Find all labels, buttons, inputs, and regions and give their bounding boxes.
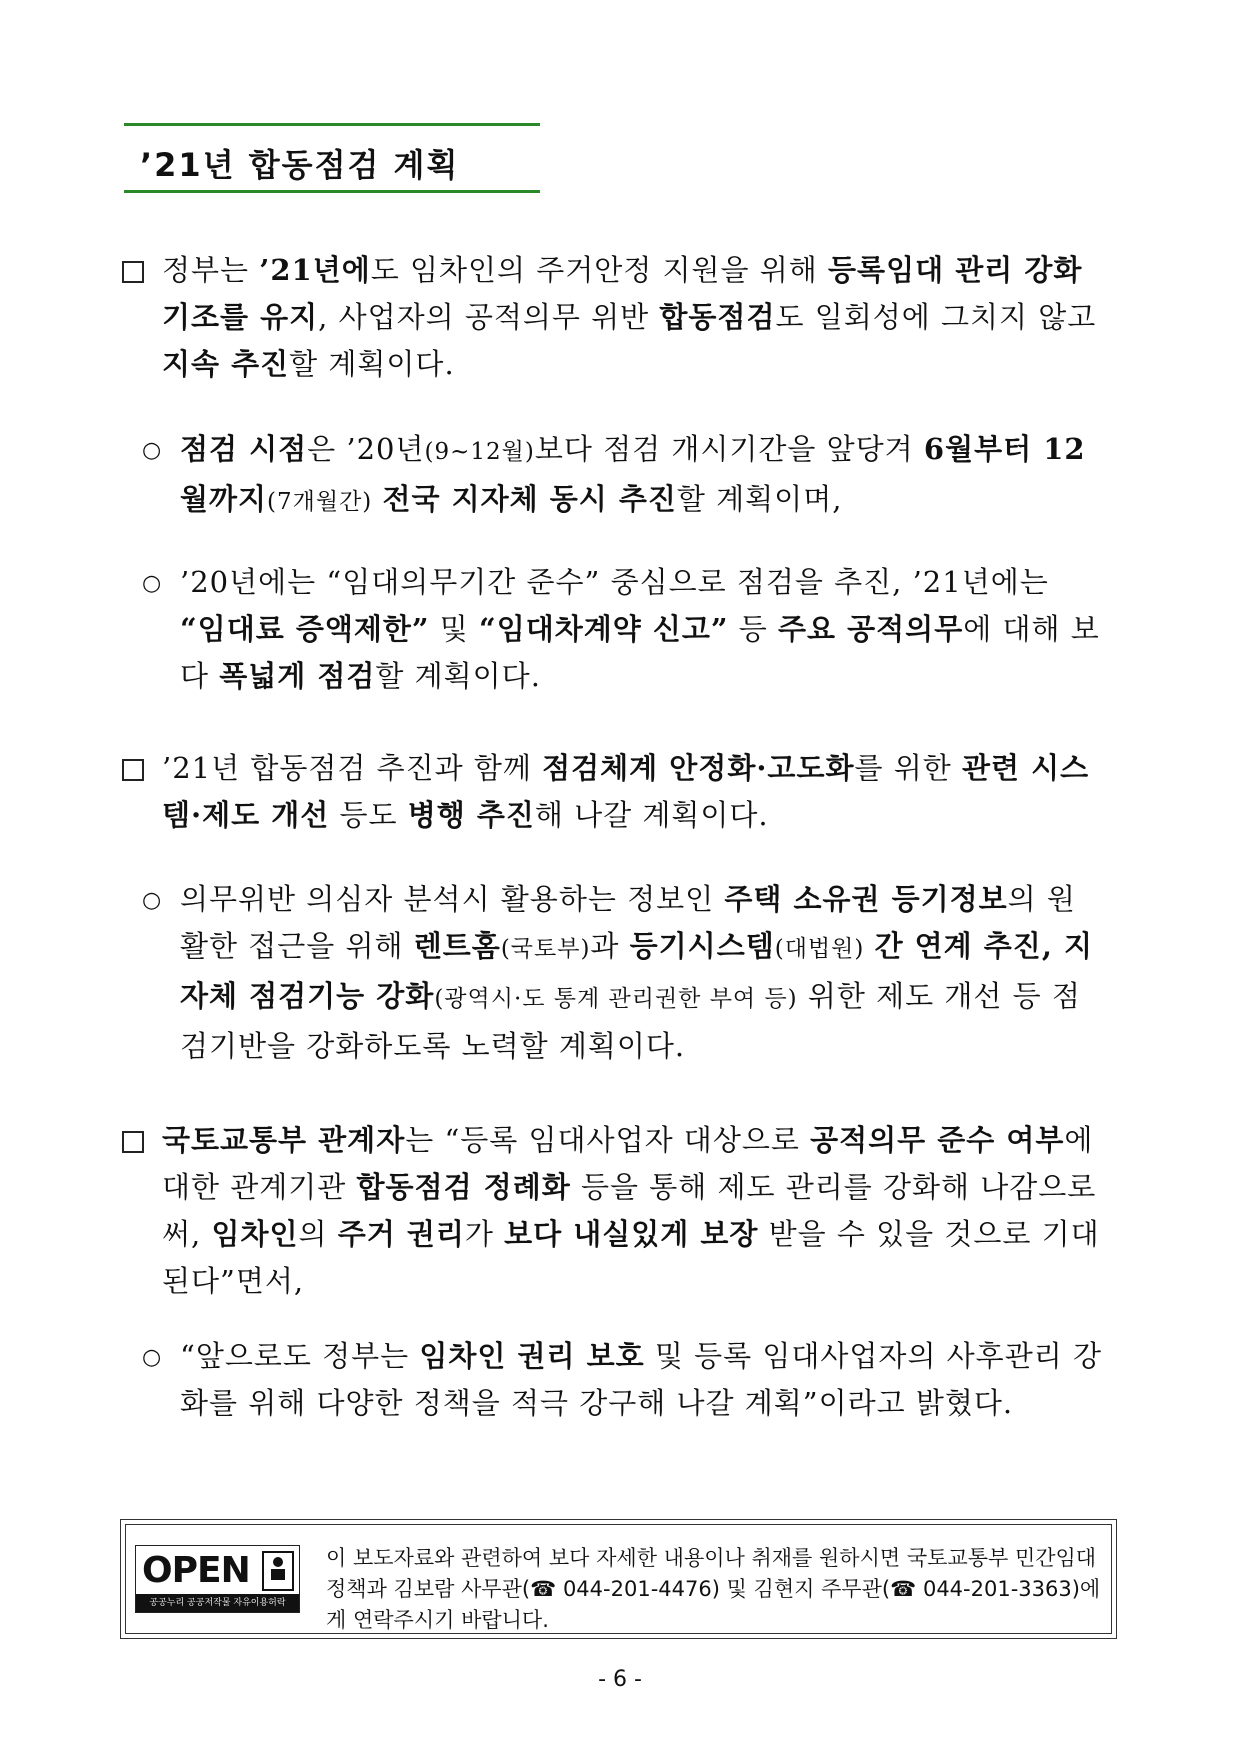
contact-box-inner (125, 1524, 1112, 1634)
contact-text: 이 보도자료와 관련하여 보다 자세한 내용이나 취재를 원하시면 국토교통부 민간임대정책과 김보람 사무관(☎ 044-201-4476) 및 김현지 주무관(☎ 044-201-3363)에게 연락주시기 바랍니다. (326, 1546, 1101, 1632)
paragraph-2-sub-1: 의무위반 의심자 분석시 활용하는 정보인 주택 소유권 등기정보의 원활한 접근을 위해 렌트홈(국토부)과 등기시스템(대법원) 간 연계 추진, 지자체 점검기능 강화(광역시·도 통계 관리권한 부여 등) 위한 제도 개선 등 점검기반을 강화하도록 노력할 계획이다. (180, 882, 1094, 1063)
open-logo-footer: 공공누리 공공저작물 자유이용허락 (136, 1594, 299, 1612)
square-bullet-icon (122, 759, 144, 781)
paragraph-1-sub-1: 점검 시점은 ’20년(9~12월)보다 점검 개시기간을 앞당겨 6월부터 12월까지(7개월간) 전국 지자체 동시 추진할 계획이며, (180, 432, 1086, 516)
person-icon (262, 1551, 294, 1591)
contact-box (120, 1519, 1117, 1639)
circle-bullet-icon: ○ (142, 888, 162, 913)
page-number: - 6 - (598, 1667, 642, 1692)
circle-bullet-icon: ○ (142, 1345, 162, 1370)
paragraph-1: 정부는 ’21년에도 임차인의 주거안정 지원을 위해 등록임대 관리 강화 기조를 유지, 사업자의 공적의무 위반 합동점검도 일회성에 그치지 않고 지속 추진할 계획이다. (162, 253, 1097, 381)
paragraph-2: ’21년 합동점검 추진과 함께 점검체계 안정화·고도화를 위한 관련 시스템·제도 개선 등도 병행 추진해 나갈 계획이다. (162, 751, 1090, 832)
square-bullet-icon (122, 1131, 144, 1153)
square-bullet-icon (122, 261, 144, 283)
open-logo-text: OPEN (142, 1550, 250, 1591)
paragraph-3: 국토교통부 관계자는 “등록 임대사업자 대상으로 공적의무 준수 여부에 대한 관계기관 합동점검 정례화 등을 통해 제도 관리를 강화해 나감으로써, 임차인의 주거 권리가 보다 내실있게 보장 받을 수 있을 것으로 기대된다”면서, (162, 1123, 1100, 1298)
section-heading-box (124, 123, 540, 193)
circle-bullet-icon: ○ (142, 571, 162, 596)
paragraph-3-sub-1: “앞으로도 정부는 임차인 권리 보호 및 등록 임대사업자의 사후관리 강화를 위해 다양한 정책을 적극 강구해 나갈 계획”이라고 밝혔다. (180, 1339, 1102, 1420)
paragraph-1-sub-2: ’20년에는 “임대의무기간 준수” 중심으로 점검을 추진, ’21년에는 “임대료 증액제한” 및 “임대차계약 신고” 등 주요 공적의무에 대해 보다 폭넓게 점검할 계획이다. (180, 565, 1100, 693)
circle-bullet-icon: ○ (142, 438, 162, 463)
section-title: ’21년 합동점검 계획 (140, 146, 460, 184)
open-license-logo (135, 1545, 300, 1613)
